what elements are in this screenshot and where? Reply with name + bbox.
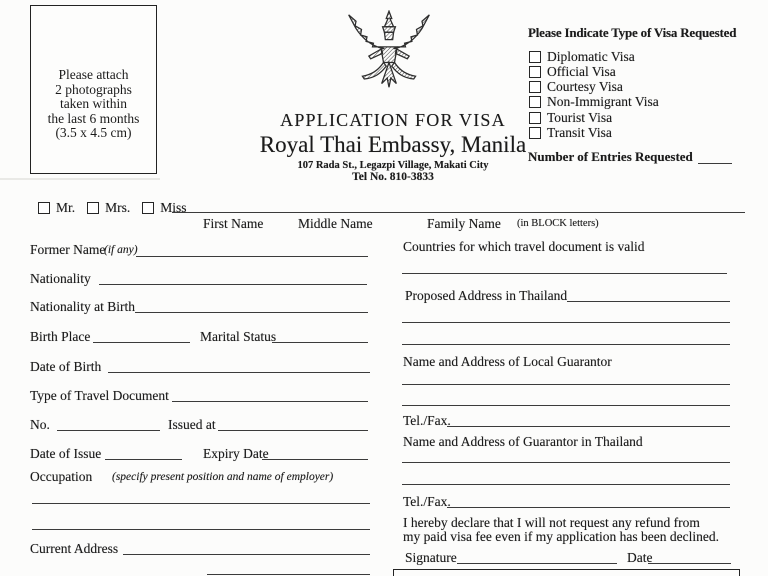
nationality-at-birth-line[interactable] <box>135 299 368 313</box>
garuda-emblem-icon <box>334 10 444 104</box>
declaration-line-2: my paid visa fee even if my application has been declined. <box>403 529 720 544</box>
expiry-date-line[interactable] <box>262 446 368 460</box>
signature-label: Signature <box>405 550 457 565</box>
embassy-phone: Tel No. 810-3833 <box>352 171 434 183</box>
diplomatic-visa-checkbox[interactable] <box>529 51 541 63</box>
thailand-guarantor-line-1[interactable] <box>402 449 730 463</box>
embassy-address: 107 Rada St., Legazpi Village, Makati City <box>297 160 489 171</box>
occupation-line-1[interactable] <box>32 490 370 504</box>
declaration-line-1: I hereby declare that I will not request any refund from <box>403 515 700 530</box>
travel-document-label: Type of Travel Document <box>30 388 169 403</box>
date-of-birth-label: Date of Birth <box>30 359 102 374</box>
entries-requested-label: Number of Entries Requested <box>528 149 693 164</box>
marital-status-label: Marital Status <box>200 329 277 344</box>
mr-label: Mr. <box>56 200 76 215</box>
miss-label: Miss <box>160 200 187 215</box>
tourist-visa-checkbox[interactable] <box>529 112 541 124</box>
marital-status-line[interactable] <box>272 329 368 343</box>
birth-place-line[interactable] <box>93 329 190 343</box>
visa-option-label: Official Visa <box>547 64 616 79</box>
signature-line[interactable] <box>457 550 617 564</box>
occupation-note: (specify present position and name of employer) <box>112 471 334 483</box>
travel-document-line[interactable] <box>172 388 368 402</box>
tel-fax-line-1[interactable] <box>447 413 730 427</box>
family-name-label: Family Name <box>427 216 501 231</box>
local-guarantor-line-2[interactable] <box>402 392 730 406</box>
mrs-label: Mrs. <box>105 200 131 215</box>
photo-instruction-line: Please attach <box>58 67 129 82</box>
document-no-line[interactable] <box>57 417 160 431</box>
occupation-line-2[interactable] <box>32 516 370 530</box>
tel-fax-line-2[interactable] <box>447 494 730 508</box>
first-name-label: First Name <box>203 216 264 231</box>
date-of-birth-line[interactable] <box>108 359 370 373</box>
nationality-at-birth-label: Nationality at Birth <box>30 299 135 314</box>
visa-option-label: Diplomatic Visa <box>547 49 635 64</box>
photo-instruction-line: 2 photographs <box>55 81 132 97</box>
former-name-line[interactable] <box>136 243 368 257</box>
local-guarantor-label: Name and Address of Local Guarantor <box>403 354 612 369</box>
full-name-line[interactable] <box>172 199 745 213</box>
current-address-label: Current Address <box>30 541 119 556</box>
date-of-issue-line[interactable] <box>105 446 182 460</box>
former-name-note: (if any) <box>104 244 138 256</box>
visa-option-non-immigrant <box>529 94 659 110</box>
visa-option-tourist <box>529 110 612 126</box>
block-letters-note: (in BLOCK letters) <box>517 218 599 229</box>
form-title: APPLICATION FOR VISA <box>280 110 506 130</box>
tel-fax-label-2: Tel./Fax. <box>403 494 451 509</box>
mr-checkbox[interactable] <box>38 202 50 214</box>
issued-at-line[interactable] <box>218 417 368 431</box>
photo-instruction-line: taken within <box>59 96 128 112</box>
countries-valid-line[interactable] <box>402 260 727 274</box>
visa-option-official <box>529 64 616 80</box>
former-name-label: Former Name <box>30 242 106 257</box>
photo-instructions-box <box>30 5 157 174</box>
miss-checkbox[interactable] <box>142 202 154 214</box>
expiry-date-label: Expiry Date <box>203 446 269 461</box>
local-guarantor-line-1[interactable] <box>402 371 730 385</box>
date-line[interactable] <box>648 550 731 564</box>
birth-place-label: Birth Place <box>30 329 91 344</box>
visa-option-courtesy <box>529 79 623 95</box>
visa-option-label: Tourist Visa <box>547 110 613 125</box>
current-address-line-2[interactable] <box>207 561 370 575</box>
visa-option-label: Transit Visa <box>547 125 612 140</box>
date-label: Date <box>627 550 653 565</box>
occupation-label: Occupation <box>30 469 93 484</box>
official-visa-checkbox[interactable] <box>529 66 541 78</box>
thailand-guarantor-line-2[interactable] <box>402 471 730 485</box>
proposed-address-line-1[interactable] <box>567 288 730 302</box>
countries-valid-label: Countries for which travel document is valid <box>403 239 645 254</box>
issued-at-label: Issued at <box>168 417 216 432</box>
proposed-address-line-3[interactable] <box>402 331 730 345</box>
visa-option-label: Non-Immigrant Visa <box>547 94 659 109</box>
visa-option-diplomatic <box>529 49 635 65</box>
visa-type-heading: Please Indicate Type of Visa Requested <box>528 25 737 40</box>
photo-instruction-line: the last 6 months <box>47 110 140 126</box>
visa-option-transit <box>529 125 612 141</box>
visa-option-label: Courtesy Visa <box>547 79 623 94</box>
date-of-issue-label: Date of Issue <box>30 446 102 461</box>
tel-fax-label-1: Tel./Fax. <box>403 413 451 428</box>
non-immigrant-visa-checkbox[interactable] <box>529 96 541 108</box>
photo-instruction-line: (3.5 x 4.5 cm) <box>55 125 132 141</box>
current-address-line[interactable] <box>123 541 370 555</box>
entries-requested-line[interactable] <box>698 150 732 164</box>
transit-visa-checkbox[interactable] <box>529 127 541 139</box>
title-selection-row <box>38 200 187 216</box>
embassy-name: Royal Thai Embassy, Manila <box>259 132 527 157</box>
proposed-address-line-2[interactable] <box>402 309 730 323</box>
mrs-checkbox[interactable] <box>87 202 99 214</box>
courtesy-visa-checkbox[interactable] <box>529 81 541 93</box>
official-use-box <box>393 569 740 576</box>
nationality-line[interactable] <box>99 271 367 285</box>
middle-name-label: Middle Name <box>298 216 373 231</box>
nationality-label: Nationality <box>30 271 91 286</box>
thailand-guarantor-label: Name and Address of Guarantor in Thailand <box>403 434 643 449</box>
document-no-label: No. <box>30 417 50 432</box>
proposed-address-label: Proposed Address in Thailand <box>405 288 568 303</box>
scan-artifact <box>0 178 160 180</box>
